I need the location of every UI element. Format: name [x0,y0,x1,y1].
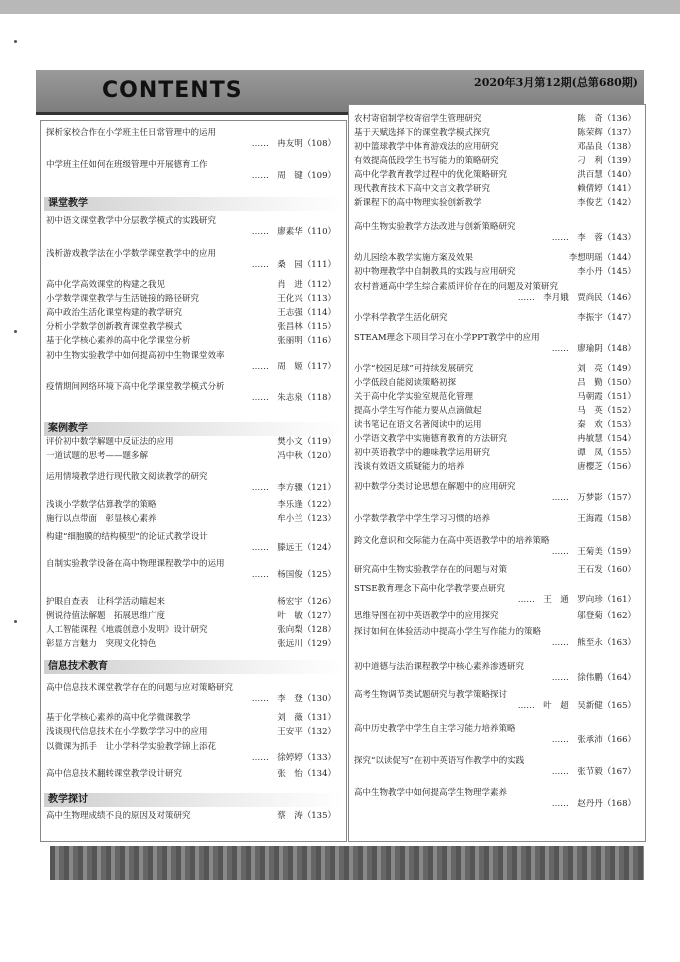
entry-title: 初中道德与法治课程教学中核心素养渗透研究 [354,662,525,672]
entry-title: 探究“以读促写”在初中英语写作教学中的实践 [354,756,525,766]
entry-author-page: …… 周 姬（117） [251,362,336,372]
entry-author-page: 吕 勤（150） [577,378,636,388]
entry-title: STSE教育理念下高中化学教学要点研究 [354,584,506,594]
entry-author-page: 邓品良（138） [577,142,636,152]
entry-author-page: …… 杨国俊（125） [251,570,336,580]
toc-entry[interactable] [354,253,636,264]
entry-title: 浅析游戏教学法在小学数学课堂教学中的应用 [46,249,217,259]
entry-title: 高中生物实验教学方法改进与创新策略研究 [354,222,516,232]
toc-entry[interactable] [46,769,336,780]
entry-author-page: 杨宏宇（126） [277,597,336,607]
toc-entry[interactable] [354,462,636,473]
scan-footer-band [50,846,644,880]
toc-entry[interactable] [354,611,636,622]
toc-entry[interactable] [46,216,336,238]
entry-title: 小学数学教学中学生学习习惯的培养 [354,514,491,524]
entry-author-page: 李想明瑶（144） [568,253,636,263]
entry-title: STEAM理念下项目学习在小学PPT教学中的应用 [354,333,540,343]
toc-entry[interactable] [46,472,336,494]
toc-entry[interactable] [354,662,636,684]
toc-entry[interactable] [354,170,636,181]
entry-title: 基于天赋选择下的课堂教学模式探究 [354,128,491,138]
toc-entry[interactable] [46,811,336,822]
entry-title: 小学“校园足球”可持续发展研究 [354,364,474,374]
scan-speck [14,620,17,623]
entry-author-page: …… 李 登（130） [251,694,336,704]
toc-entry[interactable] [354,364,636,375]
entry-author-page: …… 徐婷婷（133） [251,753,336,763]
section-heading: 课堂教学 [44,197,344,211]
entry-author-page: 洪百慧（140） [577,170,636,180]
entry-author-page: …… 张节毅（167） [551,767,636,777]
entry-author-page: 王志强（114） [277,308,336,318]
entry-title: 自制实验教学设备在高中物理课程教学中的运用 [46,559,225,569]
toc-entry[interactable] [354,156,636,167]
entry-title: 现代教育技术下高中文言文教学研究 [354,184,491,194]
entry-author-page: 王安平（132） [277,727,336,737]
entry-author-page: 马 英（152） [577,406,636,416]
entry-title: 一道试题的思考——题多解 [46,451,149,461]
issue-label: 2020年3月第12期(总第680期) [474,76,638,89]
entry-title: 小学低段自能阅读策略初探 [354,378,457,388]
entry-author-page: 王海霞（158） [577,514,636,524]
toc-entry[interactable] [354,198,636,209]
entry-title: 初中物理教学中自制教具的实践与应用研究 [354,267,516,277]
toc-entry[interactable] [354,584,636,606]
entry-title: 护眼自查表 让科学活动瞄起来 [46,597,166,607]
entry-author-page: 李小丹（145） [577,267,636,277]
toc-entry[interactable] [354,690,636,712]
entry-author-page: …… 叶 超 吴新健（165） [517,701,636,711]
entry-author-page: 张向梨（128） [277,625,336,635]
entry-title: 读书笔记在语文名著阅读中的运用 [354,420,482,430]
entry-title: 评价初中数学解题中反证法的应用 [46,437,174,447]
toc-entry[interactable] [46,514,336,525]
toc-entry[interactable] [354,627,636,649]
toc-entry[interactable] [46,322,336,333]
toc-entry[interactable] [354,565,636,576]
entry-author-page: 马朝霞（151） [577,392,636,402]
toc-entry[interactable] [46,639,336,650]
entry-author-page: …… 熊至永（163） [551,638,636,648]
toc-entry[interactable] [354,282,636,304]
entry-title: 中学班主任如何在班级管理中开展德育工作 [46,160,208,170]
entry-title: 运用情境教学进行现代散文阅读教学的研究 [46,472,208,482]
toc-entry[interactable] [46,742,336,764]
toc-entry[interactable] [354,267,636,278]
entry-title: 构建“细胞膜的结构模型”的论证式教学设计 [46,532,208,542]
entry-title: 人工智能课程《地震创意小发明》设计研究 [46,625,208,635]
entry-title: 浅谈现代信息技术在小学数学学习中的应用 [46,727,208,737]
toc-entry[interactable] [354,406,636,417]
toc-entry[interactable] [354,128,636,139]
toc-entry[interactable] [354,378,636,389]
entry-author-page: …… 冉友明（108） [251,139,336,149]
toc-entry[interactable] [46,308,336,319]
entry-author-page: 王石发（160） [577,565,636,575]
entry-author-page: …… 万梦影（157） [551,493,636,503]
toc-entry[interactable] [46,683,336,705]
toc-entry[interactable] [46,336,336,347]
entry-author-page: …… 廖素华（110） [251,227,336,237]
toc-entry[interactable] [354,222,636,244]
entry-title: 农村普通高中学生综合素质评价存在的问题及对策研究 [354,282,559,292]
entry-title: 高中信息技术课堂教学存在的问题与应对策略研究 [46,683,234,693]
toc-entry[interactable] [354,392,636,403]
entry-title: 跨文化意识和交际能力在高中英语教学中的培养策略 [354,536,550,546]
entry-author-page: 张远川（129） [277,639,336,649]
toc-entry[interactable] [46,280,336,291]
entry-title: 有效提高低段学生书写能力的策略研究 [354,156,499,166]
entry-title: 初中数学分类讨论思想在解题中的应用研究 [354,482,516,492]
toc-entry[interactable] [354,420,636,431]
entry-author-page: …… 王菊美（159） [551,547,636,557]
toc-entry[interactable] [46,382,336,404]
entry-title: 小学数学课堂教学与生活链接的路径研究 [46,294,200,304]
toc-entry[interactable] [354,482,636,504]
entry-title: 初中生物实验教学中如何提高初中生物课堂效率 [46,351,225,361]
toc-entry[interactable] [46,437,336,448]
entry-author-page: 牟小兰（123） [277,514,336,524]
entry-title: 小学科学教学生活化研究 [354,313,448,323]
entry-title: 高中化学教育教学过程中的优化策略研究 [354,170,508,180]
toc-entry[interactable] [46,611,336,622]
entry-author-page: 邬登菊（162） [577,611,636,621]
entry-title: 以微课为抓手 让小学科学实验教学锦上添花 [46,742,217,752]
entry-title: 浅谈小学数学估算教学的策略 [46,500,157,510]
toc-entry[interactable] [354,448,636,459]
entry-author-page: 王化兴（113） [277,294,336,304]
toc-entry[interactable] [354,756,636,778]
entry-title: 新课程下的高中物理实验创新教学 [354,198,482,208]
entry-author-page: …… 赵丹丹（168） [551,799,636,809]
scan-top-band [0,0,680,14]
section-heading: 教学探讨 [44,793,344,807]
entry-author-page: 叶 敏（127） [277,611,336,621]
entry-title: 初中英语教学中的趣味教学运用研究 [354,448,491,458]
entry-author-page: 谭 凤（155） [577,448,636,458]
entry-author-page: 樊小文（119） [277,437,336,447]
scan-speck [14,330,17,333]
toc-entry[interactable] [354,333,636,355]
entry-author-page: 李振宇（147） [577,313,636,323]
toc-entry[interactable] [46,597,336,608]
entry-title: 疫情期间网络环境下高中化学课堂教学模式分析 [46,382,225,392]
entry-title: 初中语文课堂教学中分层教学模式的实践研究 [46,216,217,226]
entry-title: 探析家校合作在小学班主任日常管理中的运用 [46,128,217,138]
contents-logo: CONTENTS [102,78,243,103]
entry-title: 施行以点带面 彰显核心素养 [46,514,157,524]
entry-author-page: …… 李 蓉（143） [551,233,636,243]
entry-author-page: 肖 进（112） [277,280,336,290]
entry-title: 农村寄宿制学校寄宿学生管理研究 [354,114,482,124]
entry-title: 高中生物教学中如何提高学生物理学素养 [354,788,508,798]
entry-author-page: 张丽明（116） [277,336,336,346]
entry-author-page: …… 朱志泉（118） [251,393,336,403]
entry-author-page: 秦 欢（153） [577,420,636,430]
toc-entry[interactable] [46,727,336,738]
entry-title: 彰显方言魅力 突现文化特色 [46,639,157,649]
entry-title: 例说待值法解题 拓展思维广度 [46,611,166,621]
entry-author-page: 李乐逢（122） [277,500,336,510]
entry-title: 浅谈有效语文质疑能力的培养 [354,462,465,472]
entry-title: 高中政治生活化课堂构建的教学研究 [46,308,183,318]
entry-author-page: 唐樱芝（156） [577,462,636,472]
toc-entry[interactable] [46,532,336,554]
toc-entry[interactable] [354,514,636,525]
entry-author-page: 刘 亮（149） [577,364,636,374]
toc-entry[interactable] [354,434,636,445]
entry-author-page: …… 李方骤（121） [251,483,336,493]
section-heading: 案例教学 [44,422,344,436]
entry-title: 初中篮球教学中体育游戏法的应用研究 [354,142,499,152]
entry-author-page: …… 周 键（109） [251,171,336,181]
toc-entry[interactable] [46,128,336,150]
toc-entry[interactable] [354,536,636,558]
entry-title: 小学语文教学中实施德育教育的方法研究 [354,434,508,444]
entry-title: 高中化学高效课堂的构建之我见 [46,280,166,290]
toc-entry[interactable] [46,294,336,305]
entry-author-page: 张昌林（115） [277,322,336,332]
entry-author-page: …… 滕远王（124） [251,543,336,553]
section-heading: 信息技术教育 [44,660,344,674]
scan-speck [14,40,17,43]
entry-title: 高中信息技术翻转课堂教学设计研究 [46,769,183,779]
toc-entry[interactable] [354,788,636,810]
entry-author-page: 刘 薇（131） [277,713,336,723]
entry-title: 基于化学核心素养的高中化学课堂分析 [46,336,191,346]
entry-author-page: …… 李月娥 贾尚民（146） [517,293,636,303]
entry-author-page: 陈荣辉（137） [577,128,636,138]
entry-author-page: 李俊艺（142） [577,198,636,208]
toc-entry[interactable] [46,351,336,373]
toc-entry[interactable] [46,500,336,511]
toc-entry[interactable] [354,184,636,195]
entry-title: 思维导图在初中英语教学中的应用探究 [354,611,499,621]
entry-title: 提高小学生写作能力要从点滴做起 [354,406,482,416]
entry-title: 高中生物理成绩不良的原因及对策研究 [46,811,191,821]
entry-author-page: …… 桑 园（111） [251,260,336,270]
entry-author-page: 刁 利（139） [577,156,636,166]
toc-entry[interactable] [46,559,336,581]
entry-title: 高中历史教学中学生自主学习能力培养策略 [354,724,516,734]
entry-author-page: 赖倩婷（141） [577,184,636,194]
entry-author-page: 陈 奇（136） [577,114,636,124]
toc-entry[interactable] [354,142,636,153]
entry-title: 幼儿园绘本教学实施方案及效果 [354,253,474,263]
toc-entry[interactable] [354,114,636,125]
entry-title: 高考生物调节类试题研究与教学策略探讨 [354,690,508,700]
toc-entry[interactable] [46,249,336,271]
entry-author-page: 冉敏慧（154） [577,434,636,444]
toc-entry[interactable] [354,724,636,746]
toc-entry[interactable] [354,313,636,324]
entry-title: 研究高中生物实验教学存在的问题与对策 [354,565,508,575]
entry-title: 关于高中化学实验室规范化管理 [354,392,474,402]
toc-entry[interactable] [46,713,336,724]
entry-title: 基于化学核心素养的高中化学微课教学 [46,713,191,723]
entry-author-page: …… 徐伟鹏（164） [551,673,636,683]
entry-author-page: 张 怡（134） [277,769,336,779]
toc-entry[interactable] [46,625,336,636]
entry-author-page: …… 王 通 罗向珍（161） [517,595,636,605]
toc-entry[interactable] [46,451,336,462]
toc-entry[interactable] [46,160,336,182]
entry-author-page: …… 张承沛（166） [551,735,636,745]
entry-author-page: 冯中秋（120） [277,451,336,461]
entry-title: 探讨如何在体验活动中提高小学生写作能力的策略 [354,627,542,637]
entry-author-page: …… 廖瑜阴（148） [551,344,636,354]
entry-author-page: 蔡 涛（135） [277,811,336,821]
entry-title: 分析小学数学创新教育课堂教学模式 [46,322,183,332]
